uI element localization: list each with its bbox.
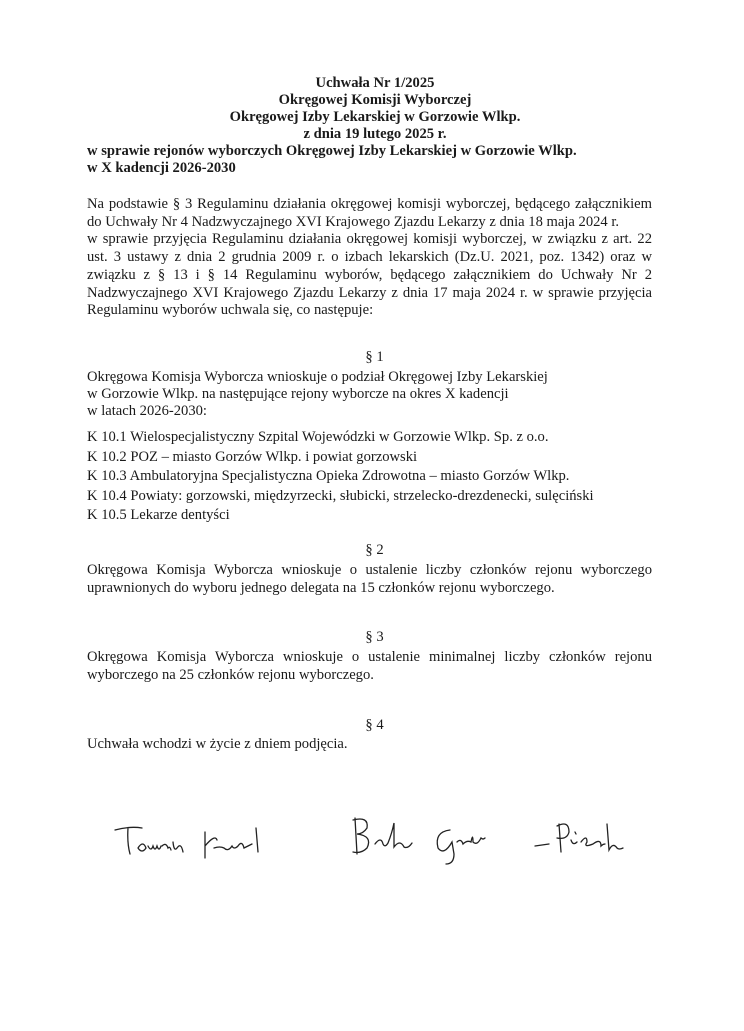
section-2-heading: § 2 [365, 542, 384, 558]
preamble-line: Na podstawie § 3 Regulaminu działania okręgowej komisji wyborczej, będącego załącznikiem [87, 196, 652, 212]
section-4-heading: § 4 [365, 717, 384, 733]
section-line: Okręgowa Komisja Wyborcza wnioskuje o podział Okręgowej Izby Lekarskiej [87, 369, 548, 385]
section-1-heading: § 1 [365, 349, 384, 365]
region-item: K 10.5 Lekarze dentyści [87, 507, 230, 524]
section-3-text [87, 649, 652, 684]
resolution-date: z dnia 19 lutego 2025 r. [303, 126, 447, 142]
resolution-title: Uchwała Nr 1/2025 [315, 75, 435, 91]
issuing-chamber: Okręgowej Izby Lekarskiej w Gorzowie Wlkp. [229, 109, 521, 125]
resolution-subject-2: w X kadencji 2026-2030 [87, 160, 236, 176]
section-line: Okręgowa Komisja Wyborcza wnioskuje o ustalenie minimalnej liczby członków rejonu [87, 649, 652, 665]
section-2-text [87, 562, 652, 597]
signature-left [110, 818, 280, 868]
preamble [87, 196, 652, 320]
section-line: Uchwała wchodzi w życie z dniem podjęcia. [87, 736, 348, 752]
preamble-line: w sprawie przyjęcia Regulaminu działania okręgowej komisji wyborczej, w związku z art. 22 [87, 231, 652, 248]
preamble-line: ust. 3 ustawy z dnia 2 grudnia 2009 r. o izbach lekarskich (Dz.U. 2021, poz. 1342) oraz w [87, 249, 652, 266]
section-1-text [87, 369, 652, 420]
section-line: uprawnionych do wyboru jednego delegata na 15 członków rejonu wyborczego. [87, 579, 555, 596]
region-item: K 10.1 Wielospecjalistyczny Szpital Wojewódzki w Gorzowie Wlkp. Sp. z o.o. [87, 429, 549, 445]
resolution-header [40, 75, 710, 177]
section-line: w Gorzowie Wlkp. na następujące rejony wyborcze na okres X kadencji [87, 386, 509, 402]
region-item: K 10.4 Powiaty: gorzowski, międzyrzecki, słubicki, strzelecko-drezdenecki, sulęciński [87, 487, 594, 504]
section-3-heading: § 3 [365, 629, 384, 645]
region-item: K 10.2 POZ – miasto Gorzów Wlkp. i powiat gorzowski [87, 448, 418, 465]
signature-right [345, 812, 635, 867]
issuing-body: Okręgowej Komisji Wyborczej [278, 92, 472, 108]
preamble-line: do Uchwały Nr 4 Nadzwyczajnego XVI Krajowego Zjazdu Lekarzy z dnia 18 maja 2024 r. [87, 213, 620, 230]
section-line: wyborczego na 25 członków rejonu wyborczego. [87, 666, 374, 683]
section-line: w latach 2026-2030: [87, 403, 207, 419]
preamble-line: Regulaminu wyborów uchwala się, co następuje: [87, 302, 374, 319]
section-4-text [87, 736, 652, 754]
preamble-line: związku z § 13 i § 14 Regulaminu wyborów, będącego załącznikiem do Uchwały Nr 2 [87, 266, 652, 283]
region-item: K 10.3 Ambulatoryjna Specjalistyczna Opieka Zdrowotna – miasto Gorzów Wlkp. [87, 468, 570, 485]
resolution-subject-1: w sprawie rejonów wyborczych Okręgowej Izby Lekarskiej w Gorzowie Wlkp. [87, 143, 577, 159]
section-line: Okręgowa Komisja Wyborcza wnioskuje o ustalenie liczby członków rejonu wyborczego [87, 562, 652, 578]
preamble-line: Nadzwyczajnego XVI Krajowego Zjazdu Lekarzy z dnia 17 maja 2024 r. w sprawie przyjęcia [87, 284, 652, 301]
region-list [87, 428, 652, 526]
